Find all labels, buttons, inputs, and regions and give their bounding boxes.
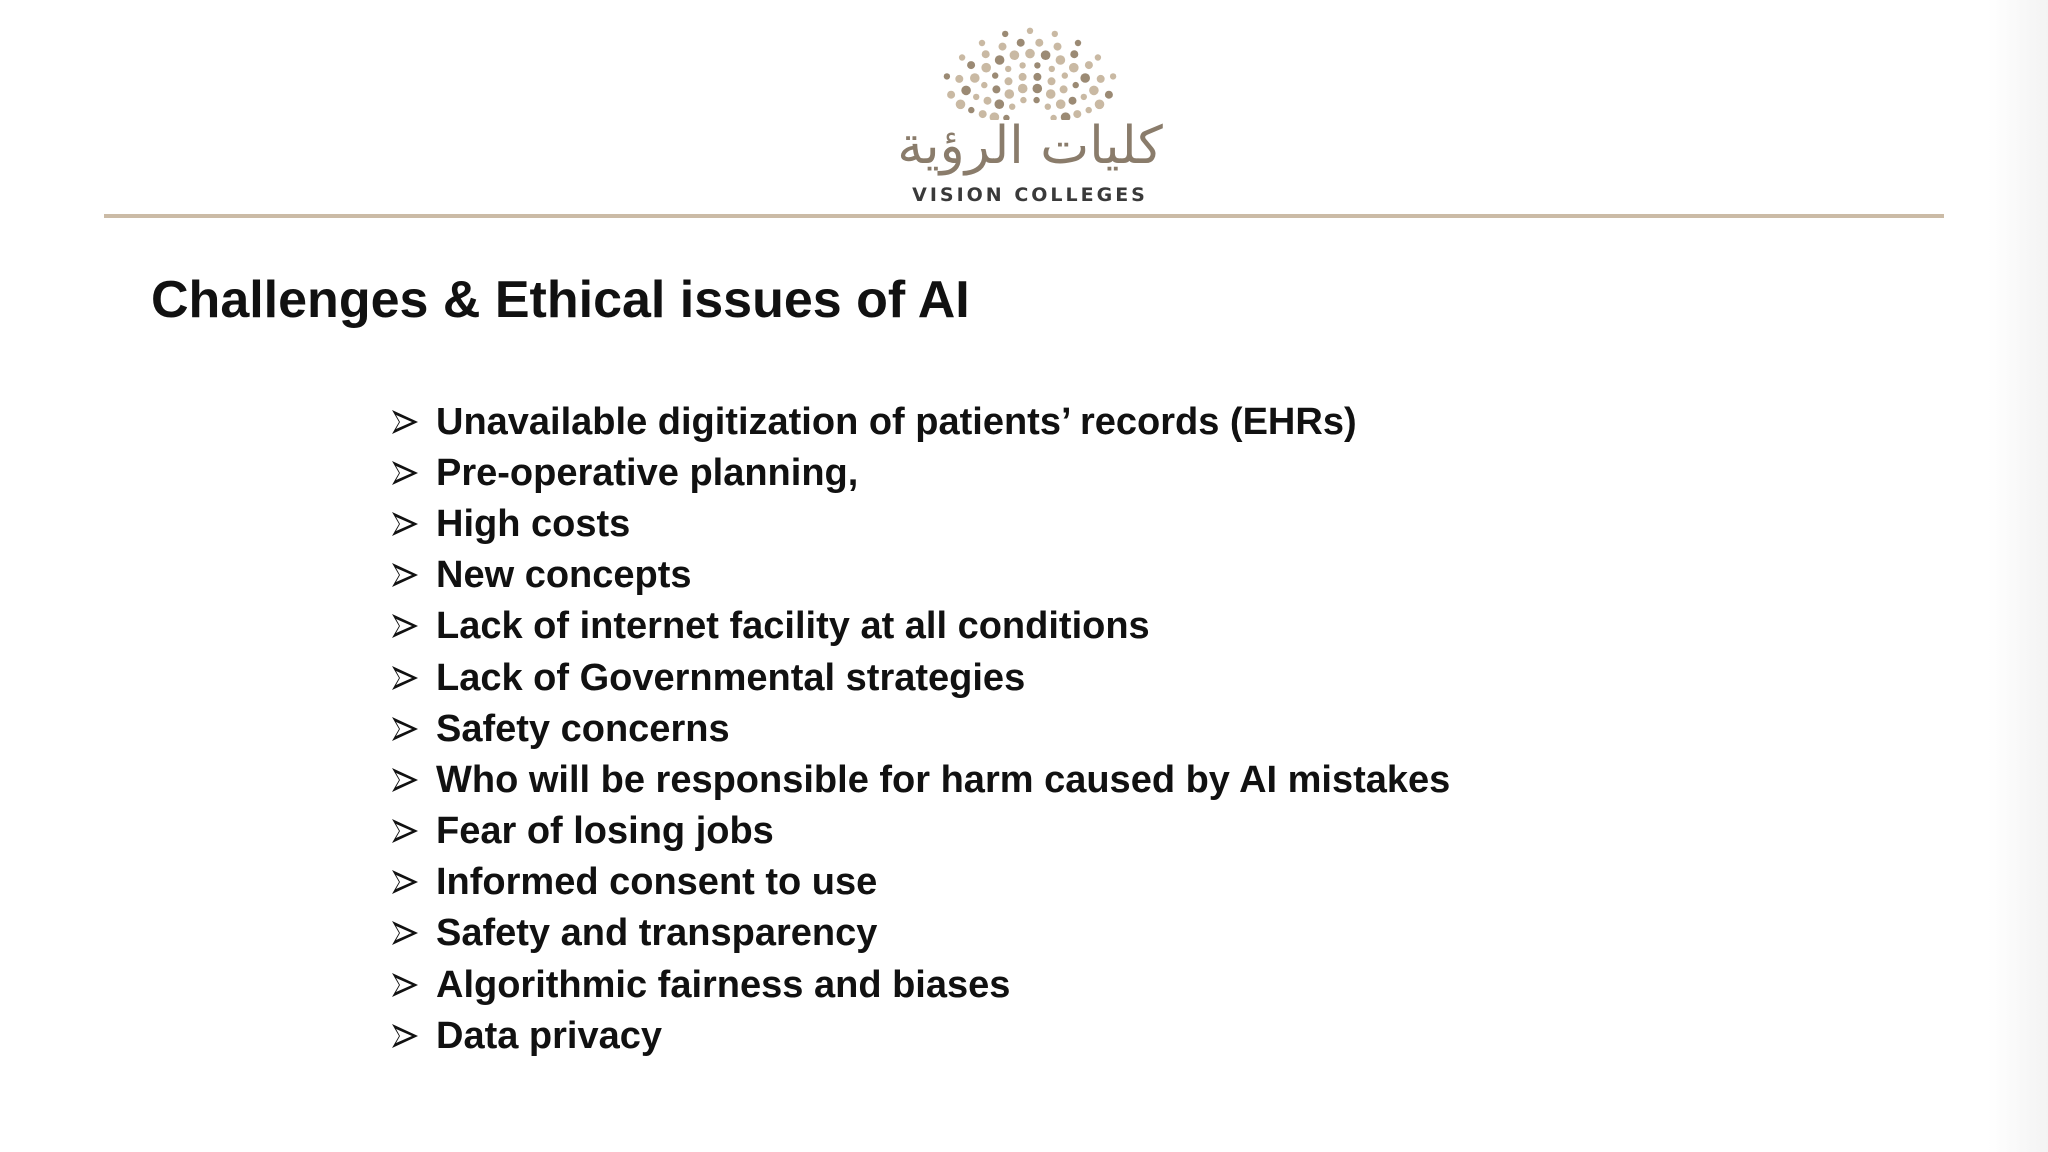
logo-dot [947,91,955,99]
logo-dot [1095,54,1101,60]
logo-dot [1085,61,1093,69]
bullet-item [390,806,1450,857]
logo-dot [1069,63,1079,73]
logo-dot [944,73,950,79]
logo-dot [1034,62,1040,68]
logo-dot [992,85,1000,93]
logo-dot [1110,73,1116,79]
logo-dot [1020,97,1026,103]
logo-dot [1052,31,1058,37]
logo-dot [1018,84,1028,94]
logo-dot [1089,86,1099,96]
arrowhead-bullet-icon [390,1021,420,1051]
bullet-item [390,908,1450,959]
logo-dot [1041,50,1051,60]
logo-dot [1009,104,1015,110]
logo-dot [995,99,1005,109]
logo-english-text: VISION COLLEGES [912,184,1148,206]
logo-dot [1046,89,1056,99]
logo-dot [1019,62,1025,68]
bullet-text: Informed consent to use [436,861,878,904]
logo-dot [1062,72,1068,78]
header-divider [104,214,1944,218]
arrowhead-bullet-icon [390,663,420,693]
logo-dot [979,40,985,46]
logo-dot [984,97,992,105]
logo-dot [1056,55,1066,65]
bullet-item [390,498,1450,549]
arrowhead-bullet-icon [390,867,420,897]
bullet-item [390,959,1450,1010]
logo-dot [967,61,975,69]
arrowhead-bullet-icon [390,714,420,744]
logo-dot [999,43,1007,51]
arrowhead-bullet-icon [390,560,420,590]
bullet-list [390,396,1450,1061]
logo-dot [1049,66,1055,72]
logo-dot [1010,50,1020,60]
arrowhead-bullet-icon [390,918,420,948]
logo-arabic-text: كليات الرؤية [897,116,1163,176]
logo-dot [1045,104,1051,110]
logo-dot [1048,77,1056,85]
bullet-text: Safety concerns [436,707,730,750]
bullet-text: Algorithmic fairness and biases [436,963,1011,1006]
logo-dot [1054,43,1062,51]
logo-dot [1025,49,1035,59]
logo-dot [1086,107,1092,113]
logo-dot [982,50,990,58]
logo-dot [1075,40,1081,46]
logo-dot [1033,73,1041,81]
logo-dot [1081,94,1087,100]
arrowhead-bullet-icon [390,970,420,1000]
bullet-item [390,396,1450,447]
logo-dot [1095,100,1105,110]
arrowhead-bullet-icon [390,765,420,795]
logo-dot [1105,91,1113,99]
logo-dot [1070,50,1078,58]
bullet-item [390,857,1450,908]
arrowhead-bullet-icon [390,816,420,846]
bullet-text: Lack of Governmental strategies [436,656,1026,699]
logo-dot [1080,73,1090,83]
bullet-text: Safety and transparency [436,912,878,955]
logo-dot [1027,28,1033,34]
edge-shade [1988,0,2048,1152]
bullet-text: Pre-operative planning, [436,451,859,494]
bullet-text: Who will be responsible for harm caused by AI mistakes [436,758,1451,801]
bullet-item [390,550,1450,601]
logo-dot-cluster-icon [880,10,1180,120]
bullet-text: Fear of losing jobs [436,810,774,853]
bullet-text: Data privacy [436,1014,663,1057]
bullet-text: High costs [436,502,631,545]
bullet-item [390,652,1450,703]
arrowhead-bullet-icon [390,611,420,641]
logo-dot [956,100,966,110]
arrowhead-bullet-icon [390,458,420,488]
logo-dot [981,63,991,73]
logo-dot [1097,75,1105,83]
logo-dot [961,86,971,96]
logo-dot [1056,99,1066,109]
logo-dot [955,75,963,83]
logo-dot [959,54,965,60]
logo-dot [1017,39,1025,47]
logo-dot [992,72,998,78]
bullet-text: New concepts [436,554,692,597]
logo-dot [973,94,979,100]
arrowhead-bullet-icon [390,509,420,539]
logo-dot [970,73,980,83]
logo-dot [1005,66,1011,72]
logo-dot [995,55,1005,65]
logo-dot [1019,73,1027,81]
arrowhead-bullet-icon [390,407,420,437]
slide-title: Challenges & Ethical issues of AI [151,271,970,329]
logo-dot [981,82,987,88]
logo-dot [1005,89,1015,99]
logo-dot [1069,97,1077,105]
logo-dot [968,107,974,113]
logo-dot [1002,31,1008,37]
logo-dot [1035,39,1043,47]
bullet-item [390,447,1450,498]
logo-dot [1060,85,1068,93]
bullet-item [390,754,1450,805]
bullet-item [390,601,1450,652]
bullet-text: Unavailable digitization of patients’ records (EHRs) [436,400,1357,443]
vision-colleges-logo [880,10,1180,210]
logo-dot [1033,97,1039,103]
bullet-item [390,703,1450,754]
logo-dot [1073,82,1079,88]
logo-dot [1033,84,1043,94]
bullet-text: Lack of internet facility at all conditions [436,605,1150,648]
bullet-item [390,1010,1450,1061]
logo-dot [1005,77,1013,85]
